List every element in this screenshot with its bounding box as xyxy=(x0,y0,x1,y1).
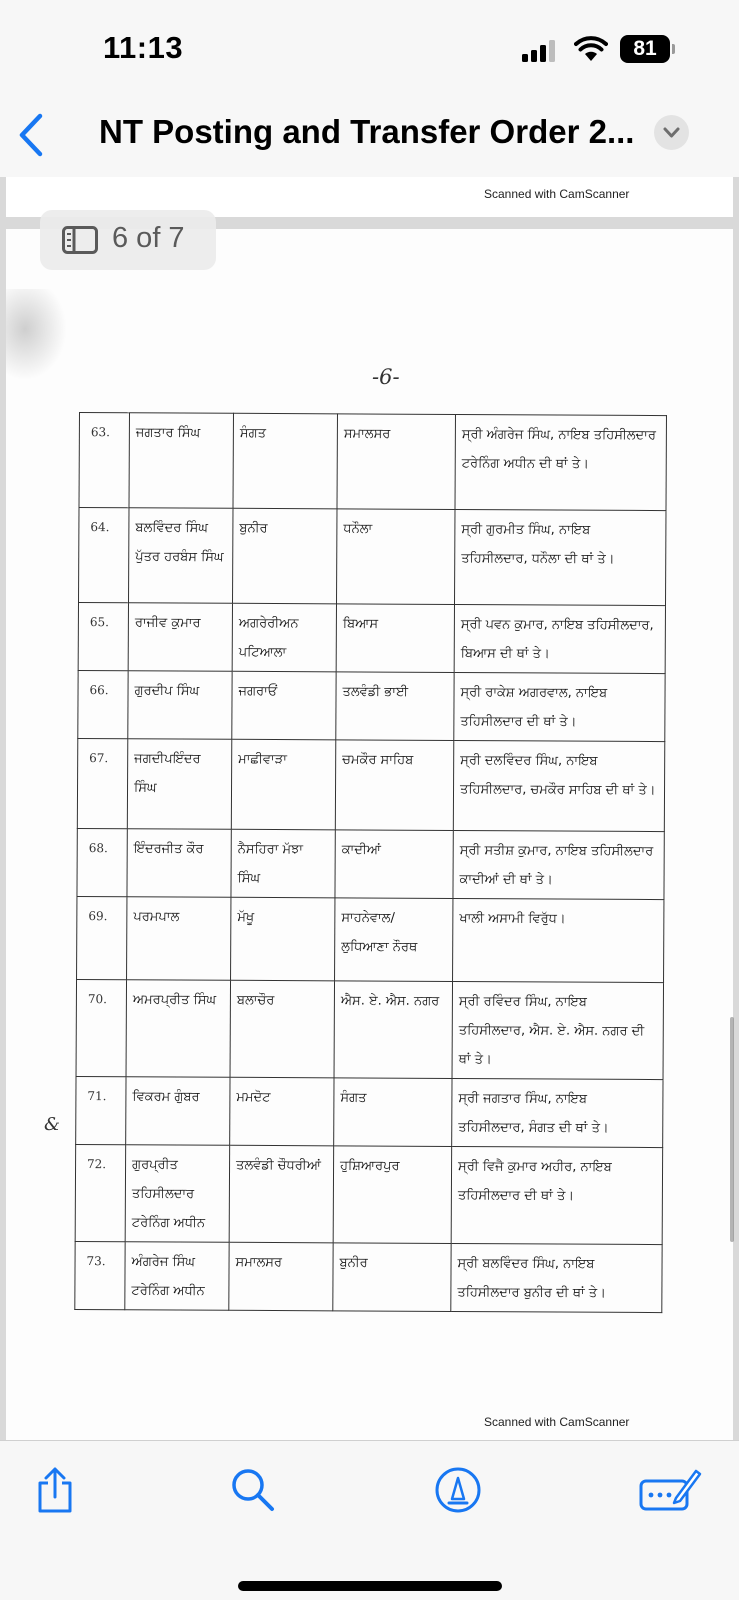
officer-name: ਜਗਤਾਰ ਸਿੰਘ xyxy=(129,413,233,509)
home-indicator[interactable] xyxy=(238,1581,502,1591)
chevron-down-icon xyxy=(654,115,689,150)
current-posting: ਜਗਰਾਓਂ xyxy=(232,671,336,740)
camscanner-watermark-top: Scanned with CamScanner xyxy=(484,187,630,201)
serial-number: 71. xyxy=(76,1076,126,1144)
remarks: ਸ੍ਰੀ ਪਵਨ ਕੁਮਾਰ, ਨਾਇਬ ਤਹਿਸੀਲਦਾਰ, ਬਿਆਸ ਦੀ ਥਾਂ ਤੇ। xyxy=(454,604,665,673)
markup-icon[interactable] xyxy=(433,1465,483,1515)
bottom-toolbar xyxy=(0,1440,739,1600)
remarks: ਸ੍ਰੀ ਰਾਕੇਸ਼ ਅਗਰਵਾਲ, ਨਾਇਬ ਤਹਿਸੀਲਦਾਰ ਦੀ ਥਾਂ ਤੇ। xyxy=(454,672,665,741)
current-posting: ਅਗਰੇਰੀਅਨ ਪਟਿਆਲਾ xyxy=(232,603,336,672)
officer-name: ਗੁਰਦੀਪ ਸਿੰਘ xyxy=(128,671,232,740)
remarks: ਸ੍ਰੀ ਦਲਵਿੰਦਰ ਸਿੰਘ, ਨਾਇਬ ਤਹਿਸੀਲਦਾਰ, ਚਮਕੌਰ ਸਾਹਿਬ ਦੀ ਥਾਂ ਤੇ। xyxy=(453,740,664,831)
new-posting: ਧਨੌਲਾ xyxy=(336,509,454,605)
table-row xyxy=(76,1076,663,1147)
battery-indicator: 81 xyxy=(620,35,670,63)
new-posting: ਬਿਆਸ xyxy=(336,604,454,673)
new-posting: ਸਾਹਨੇਵਾਲ/ ਲੁਧਿਆਣਾ ਨੌਰਥ xyxy=(335,898,453,982)
officer-name: ਬਲਵਿੰਦਰ ਸਿੰਘ ਪੁੱਤਰ ਹਰਬੰਸ ਸਿੰਘ xyxy=(129,508,233,604)
status-bar xyxy=(0,0,739,94)
serial-number: 69. xyxy=(77,896,127,979)
new-posting: ਸਮਾਲਸਰ xyxy=(337,414,455,510)
current-posting: ਨੈਸਹਿਰਾ ਮੱਝਾ ਸਿੰਘ xyxy=(231,829,335,898)
remarks: ਸ੍ਰੀ ਅੰਗਰੇਜ ਸਿੰਘ, ਨਾਇਬ ਤਹਿਸੀਲਦਾਰ ਟਰੇਨਿੰਗ ਅਧੀਨ ਦੀ ਥਾਂ ਤੇ। xyxy=(455,414,666,510)
serial-number: 67. xyxy=(77,738,127,828)
new-posting: ਐਸ. ਏ. ਐਸ. ਨਗਰ xyxy=(334,981,453,1079)
title-dropdown-button[interactable] xyxy=(654,115,689,150)
camscanner-watermark-bottom: Scanned with CamScanner xyxy=(484,1415,630,1429)
table-row xyxy=(77,896,664,982)
page-indicator[interactable] xyxy=(40,210,216,270)
status-time: 11:13 xyxy=(103,30,184,65)
officer-name: ਗੁਰਪ੍ਰੀਤ ਤਹਿਸੀਲਦਾਰ ਟਰੇਨਿੰਗ ਅਧੀਨ xyxy=(125,1145,230,1243)
officer-name: ਪਰਮਪਾਲ xyxy=(127,897,231,981)
serial-number: 68. xyxy=(77,828,127,896)
table-row xyxy=(77,828,664,899)
transfer-table xyxy=(74,412,667,1313)
current-posting: ਬੁਨੀਰ xyxy=(233,508,337,604)
vertical-scrollbar[interactable] xyxy=(730,1017,734,1242)
officer-name: ਇੰਦਰਜੀਤ ਕੌਰ xyxy=(127,829,231,898)
officer-name: ਅਮਰਪ੍ਰੀਤ ਸਿੰਘ xyxy=(126,980,231,1078)
officer-name: ਅੰਗਰੇਜ ਸਿੰਘ ਟਰੇਨਿੰਗ ਅਧੀਨ xyxy=(125,1242,229,1311)
officer-name: ਰਾਜੀਵ ਕੁਮਾਰ xyxy=(128,603,232,672)
new-posting: ਕਾਦੀਆਂ xyxy=(335,830,453,899)
remarks: ਸ੍ਰੀ ਗੁਰਮੀਤ ਸਿੰਘ, ਨਾਇਬ ਤਹਿਸੀਲਦਾਰ, ਧਨੌਲਾ ਦੀ ਥਾਂ ਤੇ। xyxy=(454,509,665,605)
remarks: ਸ੍ਰੀ ਜਗਤਾਰ ਸਿੰਘ, ਨਾਇਬ ਤਹਿਸੀਲਦਾਰ, ਸੰਗਤ ਦੀ ਥਾਂ ਤੇ। xyxy=(452,1078,663,1147)
scan-artifact xyxy=(6,289,74,389)
annotate-icon[interactable] xyxy=(638,1465,702,1515)
table-row xyxy=(79,413,666,511)
new-posting: ਹੁਸ਼ਿਆਰਪੁਰ xyxy=(333,1146,452,1244)
table-row xyxy=(77,738,664,831)
officer-name: ਜਗਦੀਪਇੰਦਰ ਸਿੰਘ xyxy=(127,739,231,830)
current-posting: ਤਲਵੰਡੀ ਚੌਧਰੀਆਂ xyxy=(229,1145,334,1243)
sidebar-icon xyxy=(62,226,98,254)
table-row xyxy=(76,979,663,1079)
new-posting: ਸੰਗਤ xyxy=(334,1078,452,1147)
share-icon[interactable] xyxy=(30,1465,80,1515)
navigation-bar xyxy=(0,94,739,177)
remarks: ਸ੍ਰੀ ਰਵਿੰਦਰ ਸਿੰਘ, ਨਾਇਬ ਤਹਿਸੀਲਦਾਰ, ਐਸ. ਏ. ਐਸ. ਨਗਰ ਦੀ ਥਾਂ ਤੇ। xyxy=(452,981,664,1079)
serial-number: 70. xyxy=(76,979,127,1076)
current-posting: ਬਲਾਚੌਰ xyxy=(230,980,335,1078)
cellular-signal-icon xyxy=(522,40,556,62)
new-posting: ਤਲਵੰਡੀ ਭਾਈ xyxy=(336,672,454,741)
document-viewport[interactable] xyxy=(0,177,739,1440)
officer-name: ਵਿਕਰਮ ਗੁੰਬਰ xyxy=(126,1077,230,1146)
remarks: ਸ੍ਰੀ ਸਤੀਸ਼ ਕੁਮਾਰ, ਨਾਇਬ ਤਹਿਸੀਲਦਾਰ ਕਾਦੀਆਂ ਦੀ ਥਾਂ ਤੇ। xyxy=(453,830,664,899)
new-posting: ਚਮਕੌਰ ਸਾਹਿਬ xyxy=(335,740,453,831)
current-page xyxy=(6,229,733,1440)
serial-number: 65. xyxy=(78,603,128,671)
table-row xyxy=(79,508,666,606)
serial-number: 72. xyxy=(75,1144,126,1241)
remarks: ਸ੍ਰੀ ਵਿਜੈ ਕੁਮਾਰ ਅਹੀਰ, ਨਾਇਬ ਤਹਿਸੀਲਦਾਰ ਦੀ ਥਾਂ ਤੇ। xyxy=(451,1146,663,1244)
table-row xyxy=(75,1144,662,1244)
search-icon[interactable] xyxy=(228,1465,278,1515)
serial-number: 66. xyxy=(78,670,128,738)
current-posting: ਮਮਦੋਟ xyxy=(230,1077,334,1146)
new-posting: ਬੁਨੀਰ xyxy=(333,1243,451,1312)
back-chevron-icon[interactable] xyxy=(12,110,52,160)
remarks: ਸ੍ਰੀ ਬਲਵਿੰਦਰ ਸਿੰਘ, ਨਾਇਬ ਤਹਿਸੀਲਦਾਰ ਬੁਨੀਰ ਦੀ ਥਾਂ ਤੇ। xyxy=(451,1243,662,1312)
page-indicator-text: 6 of 7 xyxy=(112,222,185,254)
wifi-icon xyxy=(574,34,608,62)
remarks: ਖਾਲੀ ਅਸਾਮੀ ਵਿਰੁੱਧ। xyxy=(453,898,664,982)
current-posting: ਸੰਗਤ xyxy=(233,413,337,509)
current-posting: ਸਮਾਲਸਰ xyxy=(229,1242,333,1311)
current-posting: ਮੱਖੂ xyxy=(231,897,335,981)
page-number: -6- xyxy=(372,365,400,389)
serial-number: 73. xyxy=(75,1241,125,1309)
table-row xyxy=(75,1241,662,1312)
battery-tip xyxy=(672,44,675,54)
table-row xyxy=(78,670,665,741)
document-title[interactable]: NT Posting and Transfer Order 2... xyxy=(99,113,635,150)
current-posting: ਮਾਛੀਵਾੜਾ xyxy=(231,739,335,830)
serial-number: 63. xyxy=(79,413,129,508)
margin-initial: & xyxy=(44,1114,61,1135)
table-row xyxy=(78,603,665,674)
serial-number: 64. xyxy=(79,508,129,603)
